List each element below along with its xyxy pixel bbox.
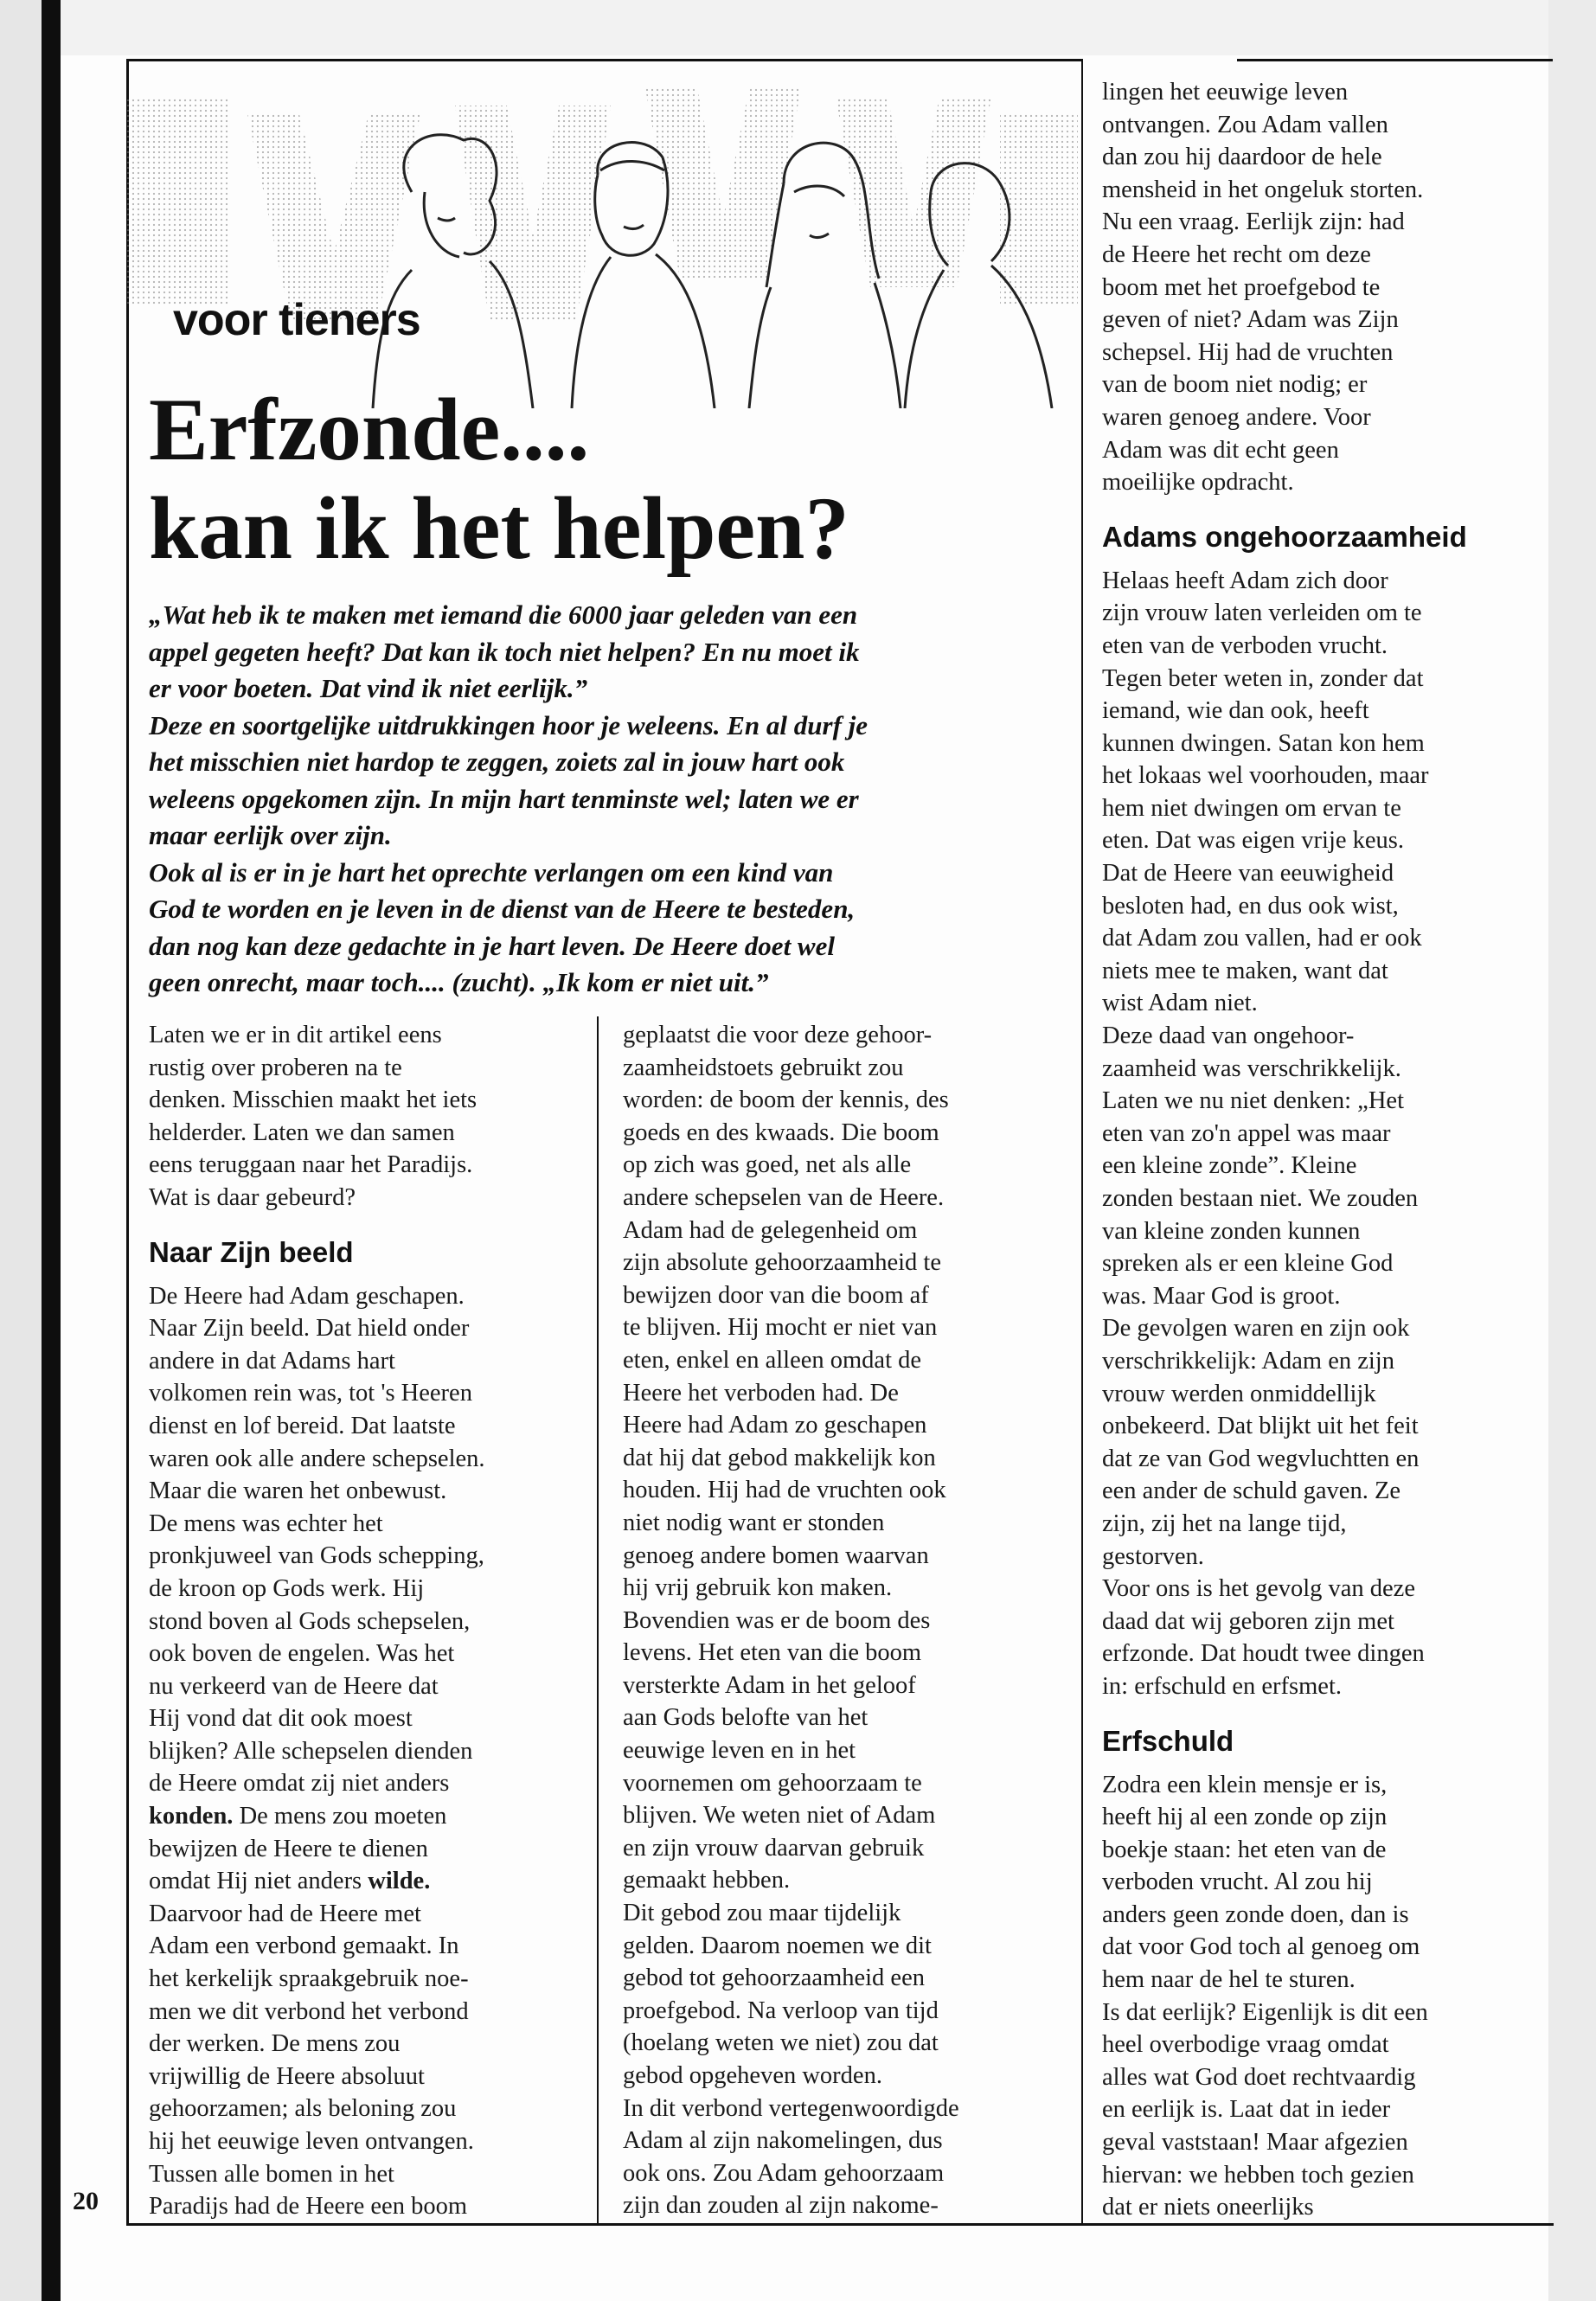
intro-line: „Wat heb ik te maken met iemand die 6000 jaar geleden van een bbox=[149, 599, 858, 630]
body-line: eten van de verboden vrucht. bbox=[1102, 631, 1388, 659]
body-line: Paradijs had de Heere een boom bbox=[149, 2193, 467, 2221]
body-line: moeilijke opdracht. bbox=[1102, 469, 1294, 497]
intro-line: Deze en soortgelijke uitdrukkingen hoor je weleens. En al durf je bbox=[149, 709, 869, 740]
scan-edge-right bbox=[1548, 0, 1596, 2301]
body-line: te blijven. Hij mocht er niet van bbox=[623, 1314, 938, 1342]
body-line: Heere had Adam zo geschapen bbox=[623, 1412, 927, 1439]
body-line: ook ons. Zou Adam gehoorzaam bbox=[623, 2159, 945, 2187]
body-line: van de boom niet nodig; er bbox=[1102, 371, 1368, 399]
body-line: een ander de schuld gaven. Ze bbox=[1102, 1477, 1401, 1505]
body-line: gelden. Daarom noemen we dit bbox=[623, 1932, 932, 1959]
body-text: omdat Hij niet anders bbox=[149, 1868, 369, 1895]
body-line: houden. Hij had de vruchten ook bbox=[623, 1477, 946, 1504]
body-line: hem niet dwingen om ervan te bbox=[1102, 794, 1401, 822]
body-line: niets mee te maken, want dat bbox=[1102, 957, 1388, 984]
emphasis-wilde: wilde. bbox=[368, 1868, 431, 1895]
scan-edge-left bbox=[42, 0, 61, 2301]
body-line: Tegen beter weten in, zonder dat bbox=[1102, 664, 1424, 692]
section-label: voor tieners bbox=[173, 295, 420, 345]
body-line: heeft hij al een zonde op zijn bbox=[1102, 1804, 1388, 1831]
body-line: helderder. Laten we dan samen bbox=[149, 1118, 455, 1146]
intro-line: Ook al is er in je hart het oprechte verlangen om een kind van bbox=[149, 856, 834, 888]
body-line: Maar die waren het onbewust. bbox=[149, 1477, 447, 1505]
body-line: en eerlijk is. Laat dat in ieder bbox=[1102, 2096, 1391, 2124]
column-2 bbox=[623, 1019, 1068, 2222]
body-line: voornemen om gehoorzaam te bbox=[623, 1769, 922, 1797]
body-line: de Heere het recht om deze bbox=[1102, 240, 1371, 268]
body-line: Bovendien was er de boom des bbox=[623, 1606, 931, 1634]
body-line: De Heere had Adam geschapen. bbox=[149, 1282, 465, 1310]
body-line: erfzonde. Dat houdt twee dingen bbox=[1102, 1640, 1425, 1668]
intro-line: er voor boeten. Dat vind ik niet eerlijk.” bbox=[149, 673, 588, 703]
top-rule bbox=[126, 59, 1081, 61]
body-line: stond boven al Gods schepselen, bbox=[149, 1607, 471, 1635]
body-line: hij het eeuwige leven ontvangen. bbox=[149, 2128, 474, 2155]
body-text: De mens zou moeten bbox=[233, 1803, 447, 1830]
body-line: schepsel. Hij had de vruchten bbox=[1102, 338, 1394, 366]
body-line: zaamheid was verschrikkelijk. bbox=[1102, 1054, 1401, 1082]
body-line: wist Adam niet. bbox=[1102, 990, 1258, 1017]
body-line: Is dat eerlijk? Eigenlijk is dit een bbox=[1102, 1998, 1428, 2026]
body-line bbox=[149, 1865, 586, 1898]
body-line: dat voor God toch al genoeg om bbox=[1102, 1933, 1420, 1961]
body-line bbox=[149, 1800, 586, 1833]
body-line: eten. Dat was eigen vrije keus. bbox=[1102, 827, 1404, 855]
body-line: geval vaststaan! Maar afgezien bbox=[1102, 2129, 1408, 2157]
body-line: Naar Zijn beeld. Dat hield onder bbox=[149, 1315, 470, 1343]
body-line: dan zou hij daardoor de hele bbox=[1102, 144, 1382, 171]
body-line: Daarvoor had de Heere met bbox=[149, 1900, 421, 1927]
body-line: boekje staan: het eten van de bbox=[1102, 1836, 1387, 1863]
body-line: (hoelang weten we niet) zou dat bbox=[623, 2029, 939, 2057]
body-line: geven of niet? Adam was Zijn bbox=[1102, 306, 1399, 334]
body-line: men we dit verbond het verbond bbox=[149, 1997, 469, 2025]
body-line: zaamheidstoets gebruikt zou bbox=[623, 1054, 904, 1081]
body-line: Nu een vraag. Eerlijk zijn: had bbox=[1102, 208, 1405, 236]
body-line: dat er niets oneerlijks bbox=[1102, 2194, 1314, 2221]
body-line: denken. Misschien maakt het iets bbox=[149, 1086, 478, 1114]
body-line: De gevolgen waren en zijn ook bbox=[1102, 1315, 1410, 1343]
teenagers-illustration bbox=[126, 62, 1081, 408]
body-line: Adam een verbond gemaakt. In bbox=[149, 1932, 459, 1960]
body-line: De mens was echter het bbox=[149, 1509, 383, 1537]
body-line: goeds en des kwaads. Die boom bbox=[623, 1118, 939, 1146]
body-line: nu verkeerd van de Heere dat bbox=[149, 1672, 439, 1700]
body-line: hij vrij gebruik kon maken. bbox=[623, 1574, 893, 1602]
body-line: mensheid in het ongeluk storten. bbox=[1102, 176, 1424, 203]
body-line: verschrikkelijk: Adam en zijn bbox=[1102, 1347, 1394, 1375]
intro-line: maar eerlijk over zijn. bbox=[149, 820, 392, 850]
body-line: Tussen alle bomen in het bbox=[149, 2160, 394, 2188]
intro-line: God te worden en je leven in de dienst van de Heere te besteden, bbox=[149, 894, 856, 924]
body-line: zonden bestaan niet. We zouden bbox=[1102, 1185, 1419, 1212]
body-line: andere schepselen van de Heere. bbox=[623, 1183, 945, 1211]
body-line: kunnen dwingen. Satan kon hem bbox=[1102, 729, 1425, 757]
body-line: heel overbodige vraag omdat bbox=[1102, 2031, 1389, 2059]
title-line: Erfzonde.... bbox=[149, 381, 590, 479]
body-line: Adam had de gelegenheid om bbox=[623, 1216, 918, 1244]
intro-line: het misschien niet hardop te zeggen, zoiets zal in jouw hart ook bbox=[149, 747, 845, 777]
body-line: gehoorzamen; als beloning zou bbox=[149, 2095, 457, 2123]
top-rule-right bbox=[1237, 59, 1553, 61]
body-line: Heere het verboden had. De bbox=[623, 1379, 899, 1407]
body-line: andere in dat Adams hart bbox=[149, 1347, 395, 1375]
column-1 bbox=[149, 1019, 586, 2223]
column-3 bbox=[1102, 76, 1539, 2224]
body-line: de Heere omdat zij niet anders bbox=[149, 1770, 450, 1798]
body-line: Wat is daar gebeurd? bbox=[149, 1183, 356, 1211]
body-line: blijven. We weten niet of Adam bbox=[623, 1802, 936, 1830]
body-line: niet nodig want er stonden bbox=[623, 1509, 885, 1536]
body-line: der werken. De mens zou bbox=[149, 2030, 401, 2058]
body-line: In dit verbond vertegenwoordigde bbox=[623, 2094, 959, 2122]
body-line: ook boven de engelen. Was het bbox=[149, 1640, 455, 1668]
body-line: Adam al zijn nakomelingen, dus bbox=[623, 2127, 943, 2155]
body-line: genoeg andere bomen waarvan bbox=[623, 1541, 929, 1569]
column-divider-2 bbox=[1081, 59, 1083, 2223]
title-line: kan ik het helpen? bbox=[149, 479, 849, 578]
body-line: het lokaas wel voorhouden, maar bbox=[1102, 762, 1429, 790]
body-line: dat hij dat gebod makkelijk kon bbox=[623, 1444, 936, 1471]
body-line: zijn vrouw laten verleiden om te bbox=[1102, 599, 1422, 627]
body-line: hem naar de hel te sturen. bbox=[1102, 1966, 1356, 1994]
intro-line: weleens opgekomen zijn. In mijn hart tenminste wel; laten we er bbox=[149, 783, 859, 814]
scan-edge-top bbox=[61, 0, 1566, 55]
body-line: versterkte Adam in het geloof bbox=[623, 1671, 916, 1699]
body-line: zijn absolute gehoorzaamheid te bbox=[623, 1249, 941, 1277]
body-line: geplaatst die voor deze gehoor- bbox=[623, 1022, 933, 1048]
body-line: Dit gebod zou maar tijdelijk bbox=[623, 1900, 901, 1927]
body-line: Hij vond dat dit ook moest bbox=[149, 1705, 413, 1733]
body-line: dat ze van God wegvluchtten en bbox=[1102, 1445, 1420, 1472]
body-line: bewijzen de Heere te dienen bbox=[149, 1835, 428, 1862]
body-line: Zodra een klein mensje er is, bbox=[1102, 1771, 1388, 1798]
page-number: 20 bbox=[73, 2187, 99, 2215]
body-line: rustig over proberen na te bbox=[149, 1054, 402, 1081]
body-line: eten van zo'n appel was maar bbox=[1102, 1119, 1391, 1147]
emphasis-konden: konden. bbox=[149, 1803, 234, 1830]
body-line: pronkjuweel van Gods schepping, bbox=[149, 1542, 484, 1570]
body-line: alles wat God doet rechtvaardig bbox=[1102, 2063, 1416, 2091]
body-line: gestorven. bbox=[1102, 1542, 1204, 1570]
body-line: verboden vrucht. Al zou hij bbox=[1102, 1868, 1373, 1896]
subheading-adams-ongehoorzaamheid: Adams ongehoorzaamheid bbox=[1102, 520, 1467, 553]
body-line: eens teruggaan naar het Paradijs. bbox=[149, 1151, 473, 1179]
body-line: onbekeerd. Dat blijkt uit het feit bbox=[1102, 1413, 1419, 1440]
body-line: eten, enkel en alleen omdat de bbox=[623, 1346, 922, 1374]
body-line: daad dat wij geboren zijn met bbox=[1102, 1607, 1394, 1635]
subheading-naar-zijn-beeld: Naar Zijn beeld bbox=[149, 1235, 354, 1268]
body-line: aan Gods belofte van het bbox=[623, 1704, 869, 1732]
body-line: blijken? Alle schepselen dienden bbox=[149, 1737, 473, 1765]
body-line: zijn dan zouden al zijn nakome- bbox=[623, 2192, 939, 2220]
body-line: gemaakt hebben. bbox=[623, 1867, 791, 1894]
article-intro bbox=[149, 597, 1048, 1002]
body-line: Dat de Heere van eeuwigheid bbox=[1102, 860, 1394, 888]
column-divider-1 bbox=[597, 1016, 599, 2223]
intro-line: dan nog kan deze gedachte in je hart leven. De Heere doet wel bbox=[149, 930, 835, 961]
body-line: boom met het proefgebod te bbox=[1102, 273, 1381, 301]
body-line: ontvangen. Zou Adam vallen bbox=[1102, 111, 1388, 138]
body-line: Helaas heeft Adam zich door bbox=[1102, 567, 1388, 594]
body-line: van kleine zonden kunnen bbox=[1102, 1217, 1361, 1245]
body-line: spreken als er een kleine God bbox=[1102, 1250, 1394, 1278]
body-line: dat Adam zou vallen, had er ook bbox=[1102, 925, 1422, 952]
body-line: volkomen rein was, tot 's Heeren bbox=[149, 1380, 472, 1407]
body-line: waren ook alle andere schepselen. bbox=[149, 1445, 485, 1472]
body-line: Adam was dit echt geen bbox=[1102, 436, 1339, 464]
body-line: gebod tot gehoorzaamheid een bbox=[623, 1965, 925, 1992]
intro-line: geen onrecht, maar toch.... (zucht). „Ik kom er niet uit.” bbox=[149, 967, 769, 997]
body-line: iemand, wie dan ook, heeft bbox=[1102, 697, 1369, 725]
body-line: eeuwige leven en in het bbox=[623, 1737, 856, 1765]
body-line: bewijzen door van die boom af bbox=[623, 1281, 929, 1309]
body-line: besloten had, en dus ook wist, bbox=[1102, 892, 1399, 920]
body-line: Laten we nu niet denken: „Het bbox=[1102, 1087, 1404, 1115]
subheading-erfschuld: Erfschuld bbox=[1102, 1724, 1234, 1757]
body-line: een kleine zonde”. Kleine bbox=[1102, 1152, 1357, 1180]
body-line: levens. Het eten van die boom bbox=[623, 1639, 922, 1667]
body-line: waren genoeg andere. Voor bbox=[1102, 403, 1371, 431]
body-line: Laten we er in dit artikel eens bbox=[149, 1022, 442, 1048]
body-line: de kroon op Gods werk. Hij bbox=[149, 1574, 425, 1602]
body-line: vrijwillig de Heere absoluut bbox=[149, 2062, 425, 2090]
body-line: gebod opgeheven worden. bbox=[623, 2062, 882, 2089]
body-line: dienst en lof bereid. Dat laatste bbox=[149, 1412, 456, 1439]
body-line: proefgebod. Na verloop van tijd bbox=[623, 1997, 939, 2024]
body-line: Deze daad van ongehoor- bbox=[1102, 1022, 1355, 1050]
body-line: en zijn vrouw daarvan gebruik bbox=[623, 1834, 925, 1862]
body-line: lingen het eeuwige leven bbox=[1102, 79, 1349, 106]
body-line: hiervan: we hebben toch gezien bbox=[1102, 2161, 1414, 2189]
body-line: anders geen zonde doen, dan is bbox=[1102, 1900, 1409, 1928]
body-line: op zich was goed, net als alle bbox=[623, 1151, 912, 1179]
body-line: worden: de boom der kennis, des bbox=[623, 1086, 949, 1114]
body-line: Voor ons is het gevolg van deze bbox=[1102, 1575, 1415, 1603]
body-line: in: erfschuld en erfsmet. bbox=[1102, 1672, 1342, 1700]
intro-line: appel gegeten heeft? Dat kan ik toch niet helpen? En nu moet ik bbox=[149, 636, 860, 667]
body-line: zijn, zij het na lange tijd, bbox=[1102, 1509, 1347, 1537]
body-line: het kerkelijk spraakgebruik noe- bbox=[149, 1965, 469, 1993]
body-line: was. Maar God is groot. bbox=[1102, 1282, 1341, 1310]
article-title bbox=[149, 381, 849, 578]
body-line: vrouw werden onmiddellijk bbox=[1102, 1380, 1376, 1407]
